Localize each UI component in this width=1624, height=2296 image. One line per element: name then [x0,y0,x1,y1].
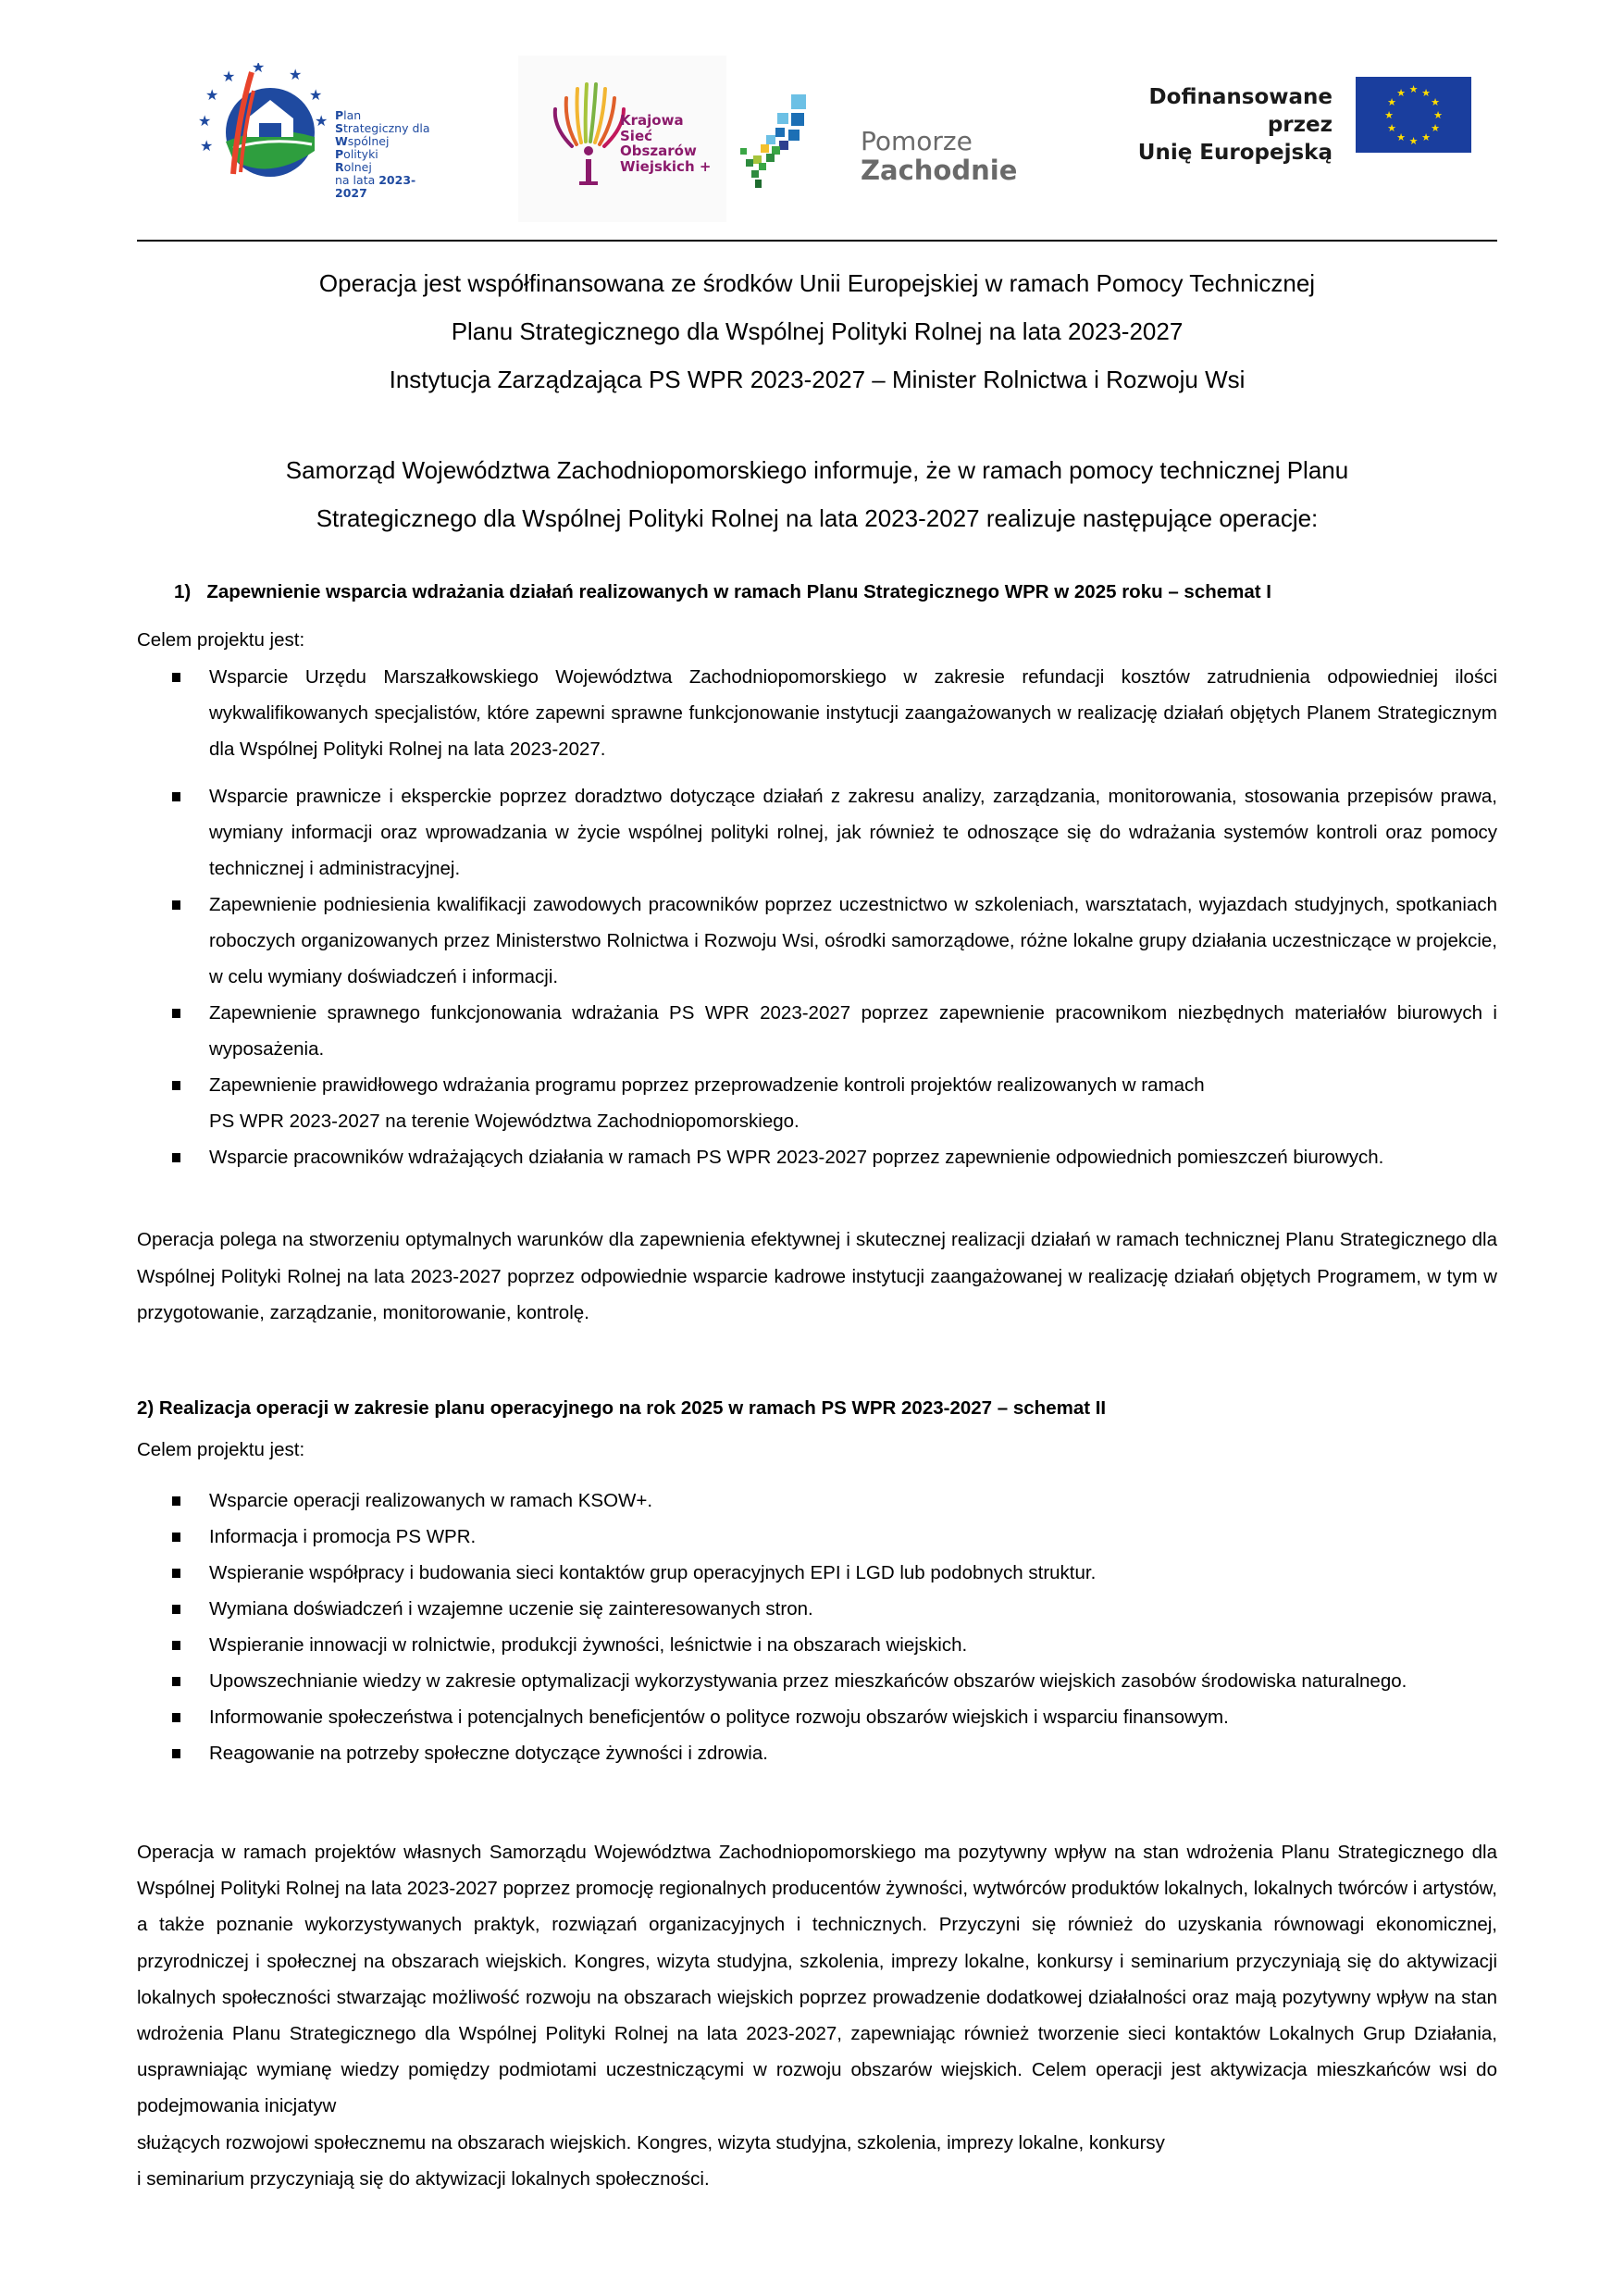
section-1-summary: Operacja polega na stworzeniu optymalnych warunków dla zapewnienia efektywnej i skutecznej realizacji działań w ramach technicznej Planu Strategicznego dla Wspólnej Polityki Rolnej na lata 2023-2027 poprzez odpowiednie wsparcie kadrowe instytucji zaangażowanej w realizację działań objętych Programem, w tym w przygotowanie, zarządzanie, monitorowanie, kontrolę. [137,1229,1497,1323]
section-1-title-text: Zapewnienie wsparcia wdrażania działań realizowanych w ramach Planu Strategicznego WPR w 2025 roku – schemat I [206,581,1271,602]
section-1-goals-list [137,659,1497,1175]
svg-text:★: ★ [205,88,219,104]
ksow-logo-text: Krajowa Sieć Obszarów Wiejskich + [620,112,712,175]
plan-strategiczny-logo-text: Plan Strategiczny dla Wspólnej Polityki Rolnej na lata 2023-2027 [335,108,430,200]
pomorze-zachodnie-logo-text: Pomorze Zachodnie [861,126,1018,186]
plan-strategiczny-logo [196,63,446,200]
square-bullet-icon [172,1713,180,1722]
section-2-summary [137,1834,1497,2197]
section-2-summary-tail: i seminarium przyczyniają się do aktywizacji lokalnych społeczności. [137,2167,710,2190]
section-1-number: 1) [174,581,192,602]
pomorze-zachodnie-emblem-icon [740,93,851,194]
svg-text:★: ★ [200,139,214,155]
list-item: Wspieranie współpracy i budowania sieci kontaktów grup operacyjnych EPI i LGD lub podobnych struktur. [137,1555,1497,1591]
ksow-logo [518,56,726,222]
svg-text:★: ★ [1433,110,1443,121]
square-bullet-icon [172,792,180,801]
list-item: Upowszechnianie wiedzy w zakresie optymalizacji wykorzystywania przez mieszkańców obszarów wiejskich zasobów środowiska naturalnego. [137,1663,1497,1699]
section-2-lead: Celem projektu jest: [137,1439,305,1460]
managing-authority-line: Instytucja Zarządzająca PS WPR 2023-2027 – Minister Rolnictwa i Rozwoju Wsi [389,366,1246,393]
section-2-summary-main: Operacja w ramach projektów własnych Samorządu Województwa Zachodniopomorskiego ma pozytywny wpływ na stan wdrożenia Planu Strategicznego dla Wspólnej Polityki Rolnej na lata 2023-2027 poprzez promocję regionalnych producentów żywności, wytwórców produktów lokalnych, lokalnych twórców i artystów, a także poznanie wykorzystywanych praktyk, rozwiązań organizacyjnych i technicznych. Przyczyni się również do uzyskania równowagi ekonomicznej, przyrodniczej i społecznej na obszarach wiejskich. Kongres, wizyta studyjna, szkolenia, imprezy lokalne, konkursy i seminarium przyczyniają się do aktywizacji lokalnych społeczności stwarzając możliwość rozwoju na obszarach wiejskich poprzez prowadzenie dodatkowej działalności oraz mają pozytywny wpływ na stan wdrożenia Planu Strategicznego dla Wspólnej Polityki Rolnej na lata 2023-2027, zapewniając również tworzenie sieci kontaktów Lokalnych Grup Działania, usprawniając wymianę wiedzy pomiędzy podmiotami uczestniczącymi w rozwoju obszarów wiejskich. Celem operacji jest aktywizacja mieszkańców wsi do podejmowania inicjatyw [137,1842,1497,2117]
svg-text:★: ★ [1396,88,1406,99]
eu-flag-icon [1356,77,1471,153]
svg-text:★: ★ [1408,84,1419,95]
pomorze-zachodnie-logo [740,93,1018,204]
svg-text:★: ★ [1396,132,1406,143]
list-item: Zapewnienie podniesienia kwalifikacji zawodowych pracowników poprzez uczestnictwo w szkoleniach, warsztatach, wyjazdach studyjnych, spotkaniach roboczych organizowanych przez Ministerstwo Rolnictwa i Rozwoju Wsi, ośrodki samorządowe, różne lokalne grupy działania uczestniczące w projekcie, w celu wymiany doświadczeń i informacji. [137,887,1497,995]
announcement [137,446,1497,542]
list-item: Wsparcie operacji realizowanych w ramach KSOW+. [137,1483,1497,1519]
svg-text:★: ★ [309,88,323,104]
list-item: Wymiana doświadczeń i wzajemne uczenie się zainteresowanych stron. [137,1591,1497,1627]
square-bullet-icon [172,1496,180,1506]
svg-text:★: ★ [1431,97,1440,108]
svg-text:★: ★ [1431,123,1440,134]
list-item: Wsparcie Urzędu Marszałkowskiego Województwa Zachodniopomorskiego w zakresie refundacji kosztów zatrudnienia odpowiedniej ilości wykwalifikowanych specjalistów, które zapewni sprawne funkcjonowanie instytucji zaangażowanych w realizację działań objętych Planem Strategicznym dla Wspólnej Polityki Rolnej na lata 2023-2027. [137,659,1497,767]
cofunding-line: Operacja jest współfinansowana ze środków Unii Europejskiej w ramach Pomocy Technicznej [318,269,1316,297]
square-bullet-icon [172,1081,180,1090]
list-item: Informacja i promocja PS WPR. [137,1519,1497,1555]
svg-text:★: ★ [289,68,303,83]
header-logos [0,56,1624,231]
square-bullet-icon [172,900,180,910]
eu-cofunding-logo [1097,56,1485,185]
svg-text:★: ★ [1408,136,1419,147]
plan-strategiczny-emblem-icon [196,63,330,183]
announcement-line: Strategicznego dla Wspólnej Polityki Rolnej na lata 2023-2027 realizuje następujące operacje: [316,504,1319,532]
cofunding-line: Planu Strategicznego dla Wspólnej Polityki Rolnej na lata 2023-2027 [451,317,1184,345]
svg-text:★: ★ [1387,123,1396,134]
square-bullet-icon [172,1153,180,1162]
svg-text:★: ★ [315,114,329,130]
list-item: Wsparcie prawnicze i eksperckie poprzez doradztwo dotyczące działań z zakresu analizy, zarządzania, monitorowania, stosowania przepisów prawa, wymiany informacji oraz wprowadzania w życie wspólnej polityki rolnej, jak również te odnoszące się do wdrażania systemów kontroli oraz pomocy technicznej i administracyjnej. [137,778,1497,887]
svg-text:★: ★ [222,69,236,85]
square-bullet-icon [172,1569,180,1578]
section-1-lead: Celem projektu jest: [137,629,305,651]
list-item: Zapewnienie sprawnego funkcjonowania wdrażania PS WPR 2023-2027 poprzez zapewnienie pracownikom niezbędnych materiałów biurowych i wyposażenia. [137,995,1497,1067]
list-item: Wsparcie pracowników wdrażających działania w ramach PS WPR 2023-2027 poprzez zapewnienie odpowiednich pomieszczeń biurowych. [137,1139,1497,1175]
square-bullet-icon [172,1749,180,1758]
svg-text:★: ★ [1421,88,1431,99]
announcement-line: Samorząd Województwa Zachodniopomorskiego informuje, że w ramach pomocy technicznej Planu [285,456,1349,484]
list-item: Wspieranie innowacji w rolnictwie, produkcji żywności, leśnictwie i na obszarach wiejskich. [137,1627,1497,1663]
square-bullet-icon [172,1641,180,1650]
svg-text:★: ★ [198,114,212,130]
square-bullet-icon [172,1605,180,1614]
svg-text:★: ★ [1387,97,1396,108]
svg-text:★: ★ [252,63,266,76]
square-bullet-icon [172,1009,180,1018]
section-2-summary-tail: służących rozwojowi społecznemu na obszarach wiejskich. Kongres, wizyta studyjna, szkolenia, imprezy lokalne, konkursy [137,2131,1165,2153]
svg-text:★: ★ [1384,110,1394,121]
section-1-title [174,581,1271,603]
header-divider [137,240,1497,242]
cofunding-statement [137,259,1497,403]
square-bullet-icon [172,673,180,682]
list-item: Informowanie społeczeństwa i potencjalnych beneficjentów o polityce rozwoju obszarów wiejskich i wsparciu finansowym. [137,1699,1497,1735]
section-2-goals-list [137,1483,1497,1771]
square-bullet-icon [172,1677,180,1686]
square-bullet-icon [172,1533,180,1542]
svg-text:★: ★ [1421,132,1431,143]
section-2-title: 2) Realizacja operacji w zakresie planu operacyjnego na rok 2025 w ramach PS WPR 2023-2027 – schemat II [137,1397,1107,1419]
eu-cofunding-text: Dofinansowane przez Unię Europejską [1137,85,1333,165]
list-item: Zapewnienie prawidłowego wdrażania programu poprzez przeprowadzenie kontroli projektów realizowanych w ramach PS WPR 2023-2027 na terenie Województwa Zachodniopomorskiego. [137,1067,1497,1139]
list-item: Reagowanie na potrzeby społeczne dotyczące żywności i zdrowia. [137,1735,1497,1771]
